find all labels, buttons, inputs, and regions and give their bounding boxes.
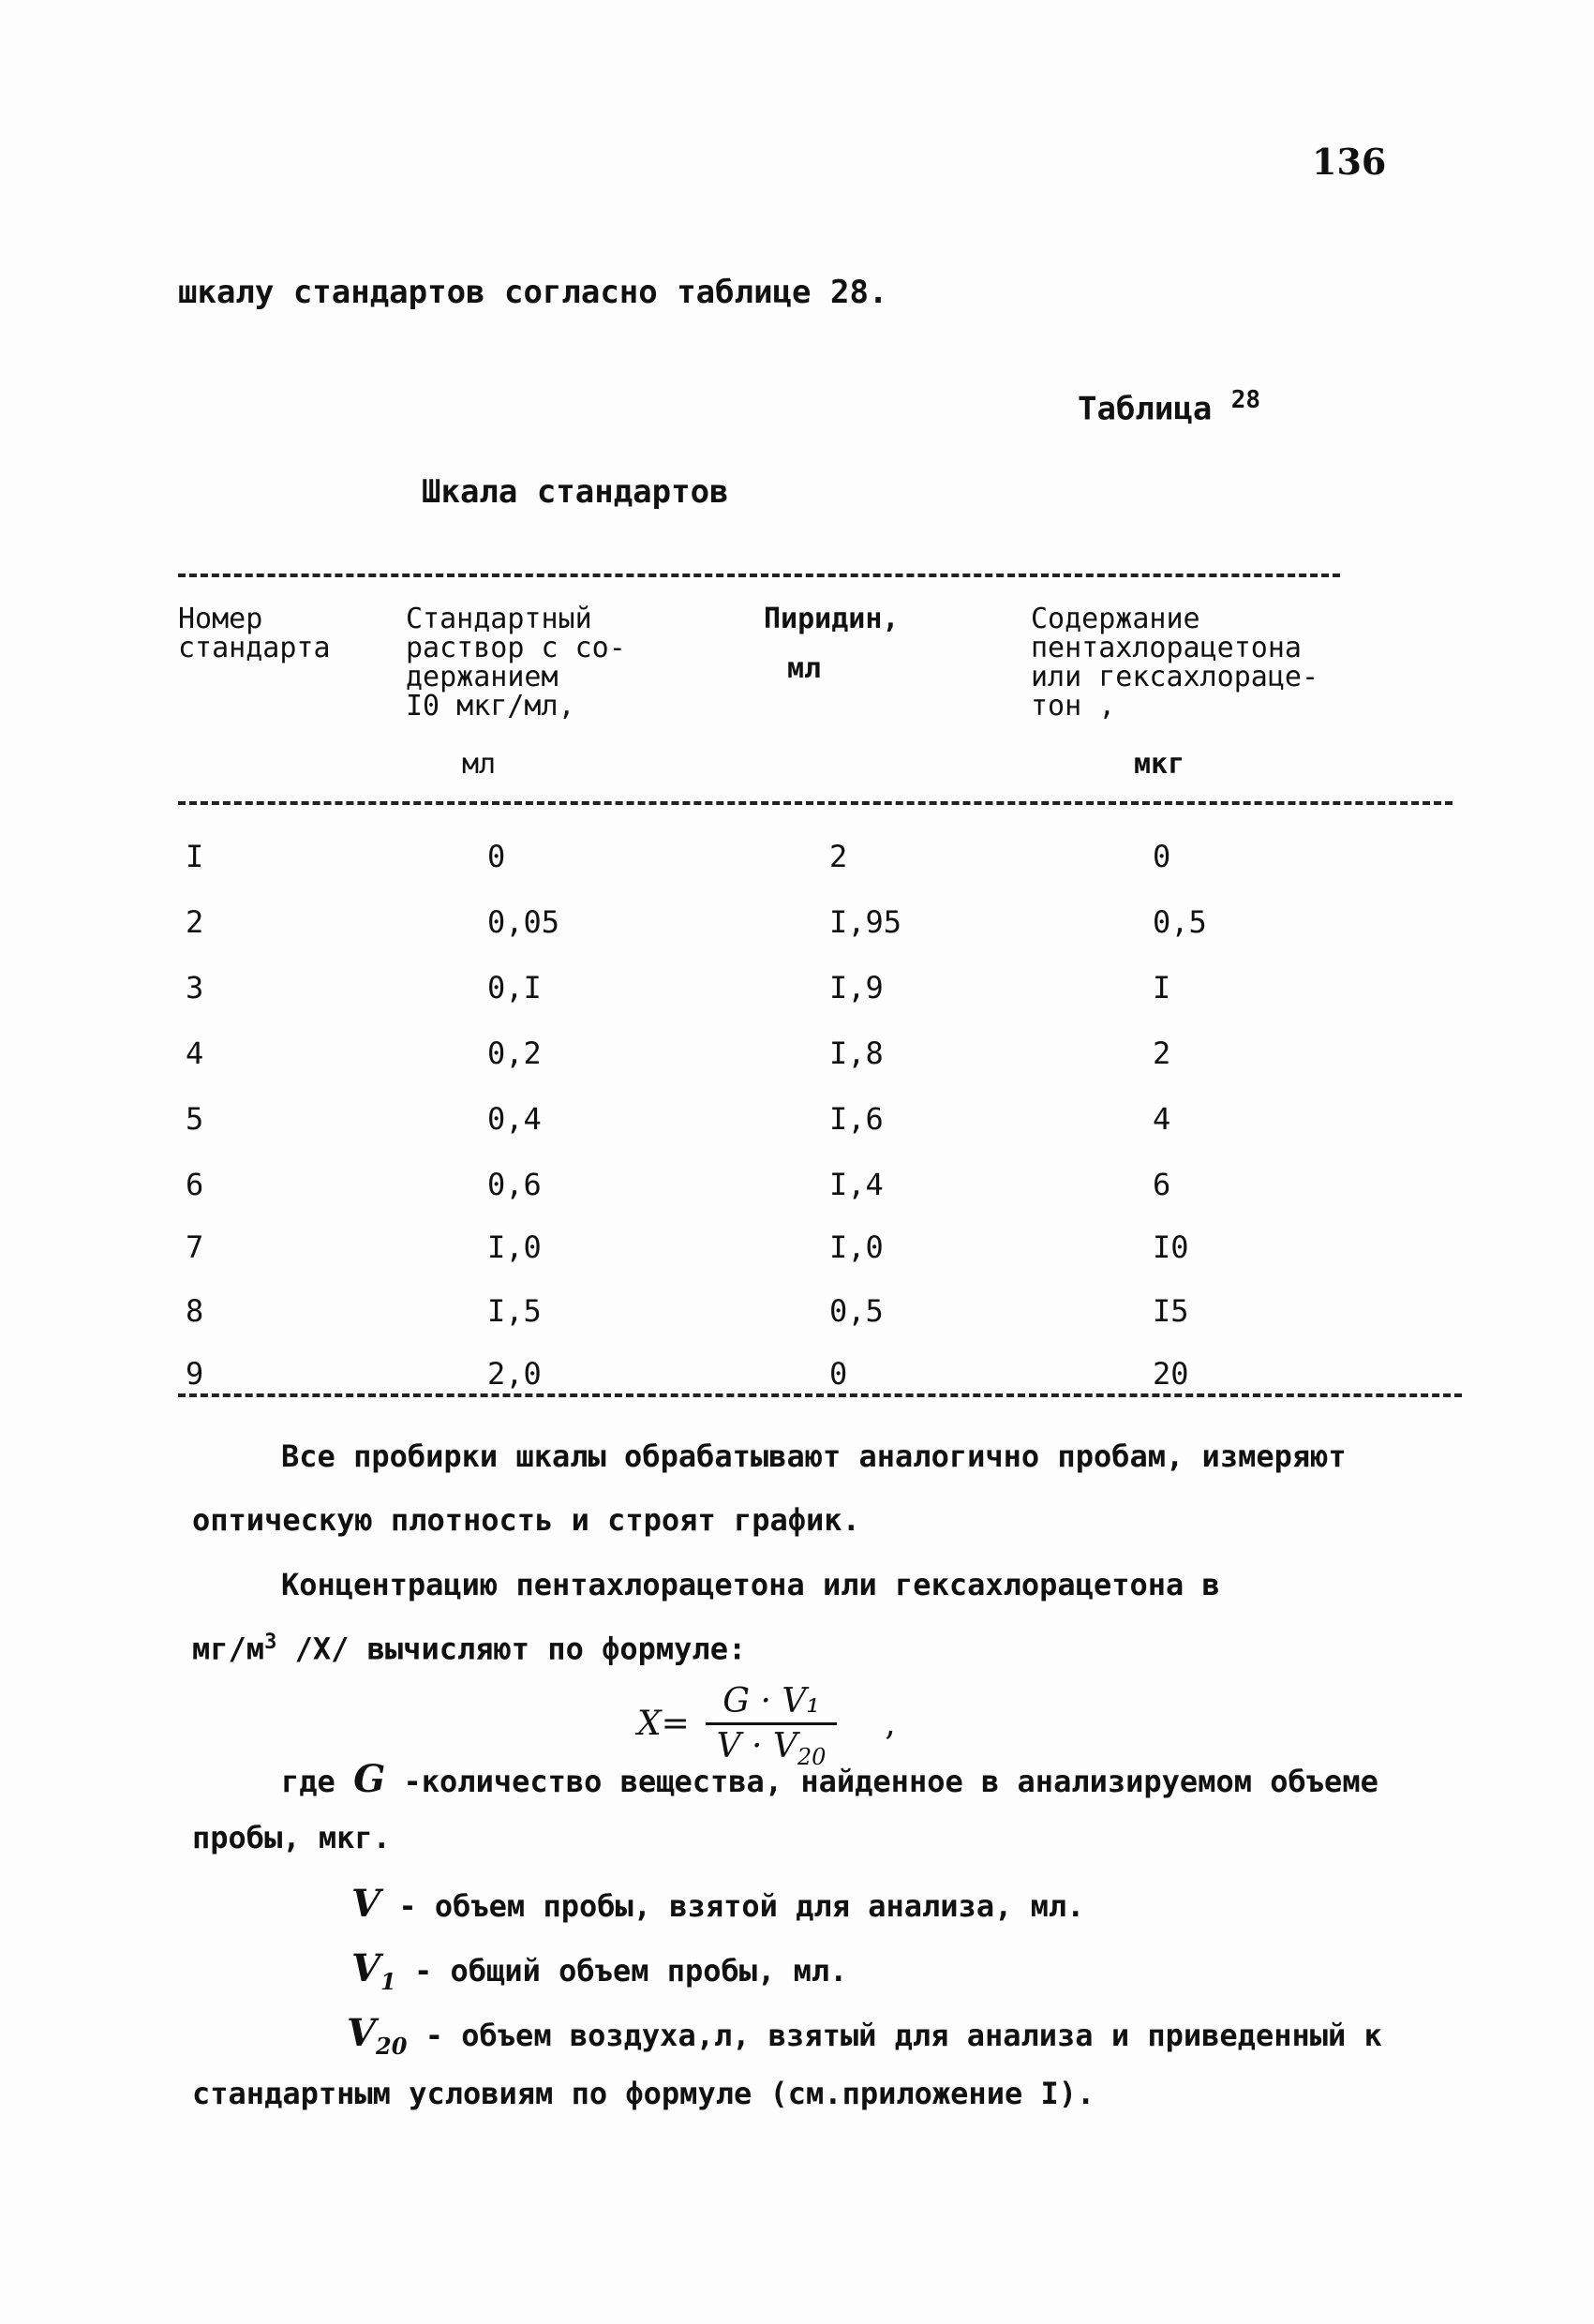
table-cell: 0,5 xyxy=(829,1293,884,1329)
header-pyridine: Пиридин, xyxy=(764,603,900,635)
definition-V1 xyxy=(351,1946,847,1995)
table-cell: 0,5 xyxy=(1153,904,1207,940)
formula-intro: /Х/ вычисляют по формуле: xyxy=(276,1631,747,1667)
table-cell: 0,6 xyxy=(487,1167,542,1202)
symbol-V1-sub: 1 xyxy=(380,1968,396,1995)
symbol-V20-main: V xyxy=(347,2011,377,2055)
definition-text: - объем пробы, взятой для анализа, мл. xyxy=(380,1888,1085,1924)
table-cell: 4 xyxy=(186,1035,204,1071)
unit-text: мг/м xyxy=(192,1631,265,1667)
table-caption xyxy=(1078,386,1260,427)
table-cell: 9 xyxy=(186,1356,204,1392)
table-top-rule xyxy=(178,574,1340,577)
symbol-V1-main: V xyxy=(351,1946,381,1990)
body-paragraph: Концентрацию пентахлорацетона или гексахлорацетона в xyxy=(281,1567,1220,1602)
table-cell: I,95 xyxy=(829,904,902,940)
table-cell: I,0 xyxy=(487,1229,542,1265)
table-title: Шкала стандартов xyxy=(422,473,729,511)
body-paragraph xyxy=(192,1631,746,1667)
table-cell: 8 xyxy=(186,1293,204,1329)
page-number: 136 xyxy=(1312,141,1387,183)
definition-V20 xyxy=(347,2011,1382,2060)
table-cell: I0 xyxy=(1153,1229,1189,1265)
definition-V xyxy=(351,1882,1084,1926)
table-cell: 5 xyxy=(186,1101,204,1137)
table-cell: I xyxy=(1153,970,1171,1006)
header-content-unit: мкг xyxy=(1134,748,1185,781)
table-cell: I,4 xyxy=(829,1167,884,1202)
header-standard-number: Номер стандарта xyxy=(178,603,331,664)
header-standard-solution: Стандартный раствор с со- держанием I0 мкг/мл, xyxy=(406,603,626,723)
table-cell: 6 xyxy=(186,1167,204,1202)
body-paragraph: стандартным условиям по формуле (см.приложение I). xyxy=(192,2076,1095,2111)
symbol-V20-sub: 20 xyxy=(376,2033,408,2060)
definition-prefix: где xyxy=(281,1764,354,1799)
table-cell: I,5 xyxy=(487,1293,542,1329)
table-cell: I5 xyxy=(1153,1293,1189,1329)
table-caption-number: 28 xyxy=(1230,386,1261,414)
lead-text: шкалу стандартов согласно таблице 28. xyxy=(178,274,888,311)
symbol-G: G xyxy=(353,1757,386,1801)
table-cell: 0,I xyxy=(487,970,542,1006)
table-cell: 0,05 xyxy=(487,904,560,940)
header-pyridine-unit: мл xyxy=(787,652,822,685)
table-cell: I xyxy=(186,839,204,874)
table-cell: I,6 xyxy=(829,1101,884,1137)
header-standard-solution-unit: мл xyxy=(462,748,497,781)
body-paragraph: Все пробирки шкалы обрабатывают аналогично пробам, измеряют xyxy=(281,1438,1347,1474)
header-content: Содержание пентахлорацетона или гексахлораце- тон , xyxy=(1031,603,1319,723)
definition-text: - объем воздуха,л, взятый для анализа и приведенный к xyxy=(407,2018,1382,2053)
table-caption-label: Таблица xyxy=(1078,390,1213,428)
body-paragraph: пробы, мкг. xyxy=(192,1820,391,1855)
table-bottom-rule xyxy=(178,1393,1462,1397)
unit-exponent: 3 xyxy=(264,1631,277,1654)
definition-text: - общий объем пробы, мл. xyxy=(395,1953,848,1989)
symbol-V20 xyxy=(347,2011,408,2060)
table-cell: 3 xyxy=(186,970,204,1006)
table-cell: 2 xyxy=(1153,1035,1171,1071)
definition-G xyxy=(281,1757,1378,1801)
table-cell: 20 xyxy=(1153,1356,1189,1392)
table-cell: 6 xyxy=(1153,1167,1171,1202)
formula-lhs: Х= xyxy=(637,1705,690,1744)
table-cell: 0,4 xyxy=(487,1101,542,1137)
formula-numerator: G · V₁ xyxy=(706,1682,837,1725)
formula-denominator-main: V · V xyxy=(716,1727,797,1765)
table-header-rule xyxy=(178,801,1452,805)
table-cell: I,8 xyxy=(829,1035,884,1071)
table-cell: 0 xyxy=(487,839,506,874)
table-cell: 2 xyxy=(829,839,848,874)
table-cell: 0,2 xyxy=(487,1035,542,1071)
formula-denominator-sub: 20 xyxy=(797,1744,827,1771)
table-cell: I,0 xyxy=(829,1229,884,1265)
formula-tail: , xyxy=(885,1705,896,1744)
symbol-V1 xyxy=(351,1946,396,1995)
table-cell: 0 xyxy=(829,1356,848,1392)
table-cell: 2,0 xyxy=(487,1356,542,1392)
table-cell: 0 xyxy=(1153,839,1171,874)
table-cell: 7 xyxy=(186,1229,204,1265)
definition-text: -количество вещества, найденное в анализируемом объеме xyxy=(385,1764,1378,1799)
table-cell: I,9 xyxy=(829,970,884,1006)
symbol-V: V xyxy=(351,1882,381,1926)
table-cell: 2 xyxy=(186,904,204,940)
table-cell: 4 xyxy=(1153,1101,1171,1137)
body-paragraph: оптическую плотность и строят график. xyxy=(192,1502,860,1538)
